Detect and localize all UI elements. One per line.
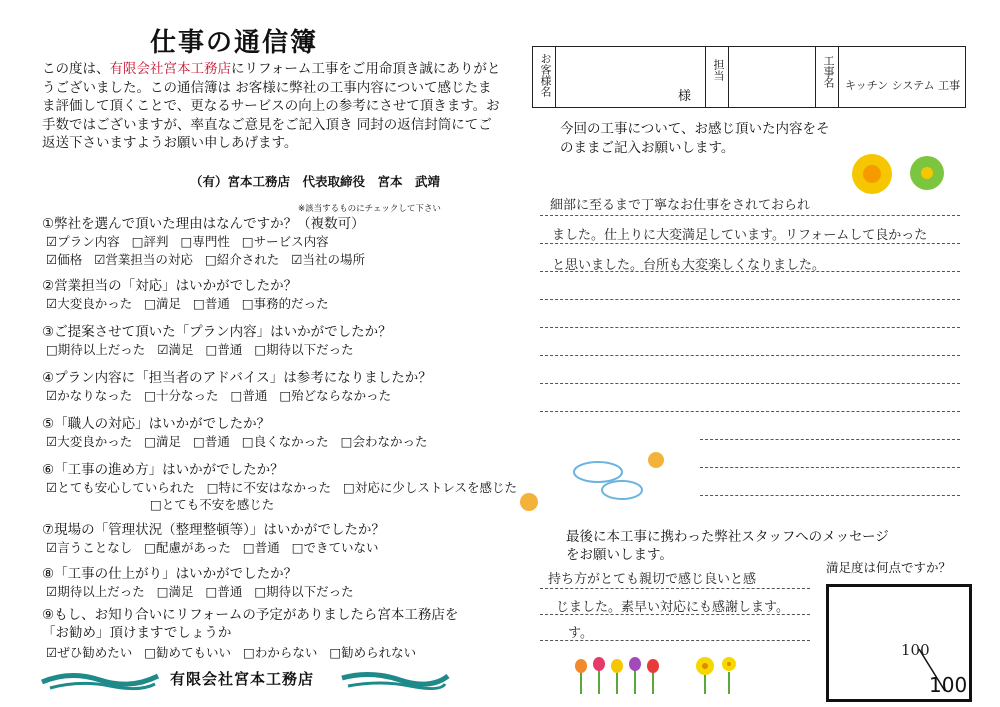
option[interactable]: □特に不安はなかった xyxy=(206,480,332,495)
option[interactable]: □会わなかった xyxy=(340,434,428,449)
question-6-options-row-2 xyxy=(150,495,286,513)
comment-line xyxy=(540,243,960,244)
option[interactable]: □普通 xyxy=(205,342,243,357)
customer-label: お客様名 xyxy=(539,53,552,97)
option[interactable]: □期待以上だった xyxy=(46,342,146,357)
message-prompt: 最後に本工事に携わった弊社スタッフへのメッセージをお願いします。 xyxy=(566,529,889,563)
question-6: ⑥「工事の進め方」はいかがでしたか？ xyxy=(42,462,284,478)
question-6-options-row-1 xyxy=(46,478,529,496)
intro-part-2: にリフォーム工事をご用命頂き誠にありがとうございました。この通信簿は お客様に弊社の工事内容について感じたまま評価して頂くことで、更なるサービスの向上の参考にさせて頂きます。お手数ではございますが、率直なご意見をご記入頂き 同封の返信封筒にてご返送下さいますようお願い申しあげます。 xyxy=(42,61,501,151)
customer-label-cell xyxy=(533,47,556,107)
comment-line xyxy=(540,299,960,300)
question-5-options xyxy=(46,432,439,450)
tantou-label-cell xyxy=(705,47,729,107)
message-line xyxy=(540,588,810,589)
option[interactable]: □満足 xyxy=(144,434,182,449)
option[interactable]: □わからない xyxy=(243,645,318,660)
question-3: ③ご提案させて頂いた「プラン内容」はいかがでしたか？ xyxy=(42,324,392,340)
company-footer: 有限会社宮本工務店 xyxy=(170,670,315,688)
message-handwritten-3: す。 xyxy=(568,626,593,641)
option[interactable]: ☑営業担当の対応 xyxy=(94,252,193,267)
tulips-icon xyxy=(570,652,670,696)
option[interactable]: □普通 xyxy=(193,296,230,311)
comment-handwritten-3: と思いました。台所も大変楽しくなりました。 xyxy=(552,258,826,273)
clouds-birds-icon xyxy=(570,450,690,520)
page-title: 仕事の通信簿 xyxy=(150,28,319,58)
message-handwritten-1: 持ち方がとても親切で感じ良いと感 xyxy=(548,572,757,587)
option[interactable]: ☑かなりなった xyxy=(46,388,133,403)
question-8: ⑧「工事の仕上がり」はいかがでしたか？ xyxy=(42,566,298,582)
option[interactable]: □勧めてもいい xyxy=(144,645,232,660)
comment-line xyxy=(540,215,960,216)
kouji-label-cell xyxy=(815,47,839,107)
option[interactable]: □満足 xyxy=(156,584,194,599)
option[interactable]: ☑価格 xyxy=(46,252,83,267)
option[interactable]: ☑プラン内容 xyxy=(46,234,120,249)
option[interactable]: ☑期待以上だった xyxy=(46,584,145,599)
option[interactable]: □普通 xyxy=(193,434,230,449)
sunflower-icon xyxy=(850,152,894,196)
option[interactable]: ☑ぜひ勧めたい xyxy=(46,645,133,660)
option[interactable]: □満足 xyxy=(144,296,182,311)
bird-icon xyxy=(515,490,545,514)
question-3-options xyxy=(46,340,366,358)
option[interactable]: ☑とても安心していられた xyxy=(46,480,195,495)
comment-handwritten-1: 細部に至るまで丁寧なお仕事をされておられ xyxy=(550,198,811,213)
option[interactable]: □サービス内容 xyxy=(241,234,329,249)
option[interactable]: □事務的だった xyxy=(241,296,329,311)
comment-line xyxy=(700,467,960,468)
option[interactable]: □普通 xyxy=(205,584,243,599)
option[interactable]: □良くなかった xyxy=(241,434,329,449)
question-2: ②営業担当の「対応」はいかがでしたか？ xyxy=(42,278,298,294)
option[interactable]: □勧められない xyxy=(329,645,417,660)
check-note: ※該当するものにチェックして下さい xyxy=(298,204,441,214)
question-5: ⑤「職人の対応」はいかがでしたか？ xyxy=(42,416,271,432)
option[interactable]: □評判 xyxy=(131,234,169,249)
option[interactable]: □とても不安を感じた xyxy=(150,497,275,512)
option[interactable]: ☑大変良かった xyxy=(46,296,133,311)
intro-part-1: この度は、 xyxy=(42,61,110,77)
customer-suffix: 様 xyxy=(678,89,692,104)
question-4: ④プラン内容に「担当者のアドバイス」は参考になりましたか？ xyxy=(42,370,432,386)
option[interactable]: □殆どならなかった xyxy=(279,388,392,403)
tantou-label: 担当 xyxy=(712,59,725,81)
comment-handwritten-2: ました。仕上りに大変満足しています。リフォームして良かった xyxy=(552,228,928,243)
option[interactable]: □普通 xyxy=(230,388,268,403)
header-table xyxy=(532,46,966,108)
question-7: ⑦現場の「管理状況（整理整頓等）」はいかがでしたか？ xyxy=(42,522,385,538)
option[interactable]: □十分なった xyxy=(144,388,219,403)
comment-line xyxy=(540,411,960,412)
comment-line xyxy=(540,355,960,356)
option[interactable]: □専門性 xyxy=(180,234,230,249)
question-9-options xyxy=(46,643,428,661)
option[interactable]: □期待以下だった xyxy=(254,342,354,357)
daisies-icon xyxy=(692,652,742,696)
score-prompt: 満足度は何点ですか？ xyxy=(826,560,952,575)
wave-left-icon xyxy=(40,668,160,692)
kouji-label: 工事名 xyxy=(822,55,835,88)
option[interactable]: ☑満足 xyxy=(157,342,194,357)
comment-line xyxy=(700,439,960,440)
question-9: ⑨もし、お知り合いにリフォームの予定がありましたら宮本工務店を「お勧め」頂けますでしょうか xyxy=(42,607,459,641)
option[interactable]: ☑当社の場所 xyxy=(291,252,365,267)
message-handwritten-2: じました。素早い対応にも感謝します。 xyxy=(556,600,789,615)
option[interactable]: □対応に少しストレスを感じた xyxy=(343,480,517,495)
score-box xyxy=(826,584,972,702)
option[interactable]: ☑大変良かった xyxy=(46,434,133,449)
comment-prompt: 今回の工事について、お感じ頂いた内容をそのままご記入お願いします。 xyxy=(560,121,830,156)
comment-line xyxy=(540,327,960,328)
option[interactable]: □紹介された xyxy=(204,252,280,267)
option[interactable]: □期待以下だった xyxy=(254,584,354,599)
intro-text xyxy=(42,60,502,153)
option[interactable]: ☑言うことなし xyxy=(46,540,133,555)
question-1-options-row-1 xyxy=(46,232,341,250)
option[interactable]: □できていない xyxy=(291,540,379,555)
question-8-options xyxy=(46,582,366,600)
kouji-value: キッチン システム 工事 xyxy=(845,79,961,92)
score-value: 100 xyxy=(901,641,930,659)
question-4-options xyxy=(46,386,403,404)
question-1: ①弊社を選んで頂いた理由はなんですか？（複数可） xyxy=(42,216,365,232)
option[interactable]: □普通 xyxy=(242,540,280,555)
question-2-options xyxy=(46,294,341,312)
score-max: 100 xyxy=(929,673,968,697)
question-1-options-row-2 xyxy=(46,250,377,268)
comment-line xyxy=(540,383,960,384)
question-7-options xyxy=(46,538,391,556)
signature: （有）宮本工務店 代表取締役 宮本 武靖 xyxy=(190,174,441,189)
wave-right-icon xyxy=(340,668,450,692)
option[interactable]: □配慮があった xyxy=(144,540,231,555)
green-flower-icon xyxy=(908,154,946,192)
intro-company-name: 有限会社宮本工務店 xyxy=(109,61,231,77)
comment-line xyxy=(700,495,960,496)
